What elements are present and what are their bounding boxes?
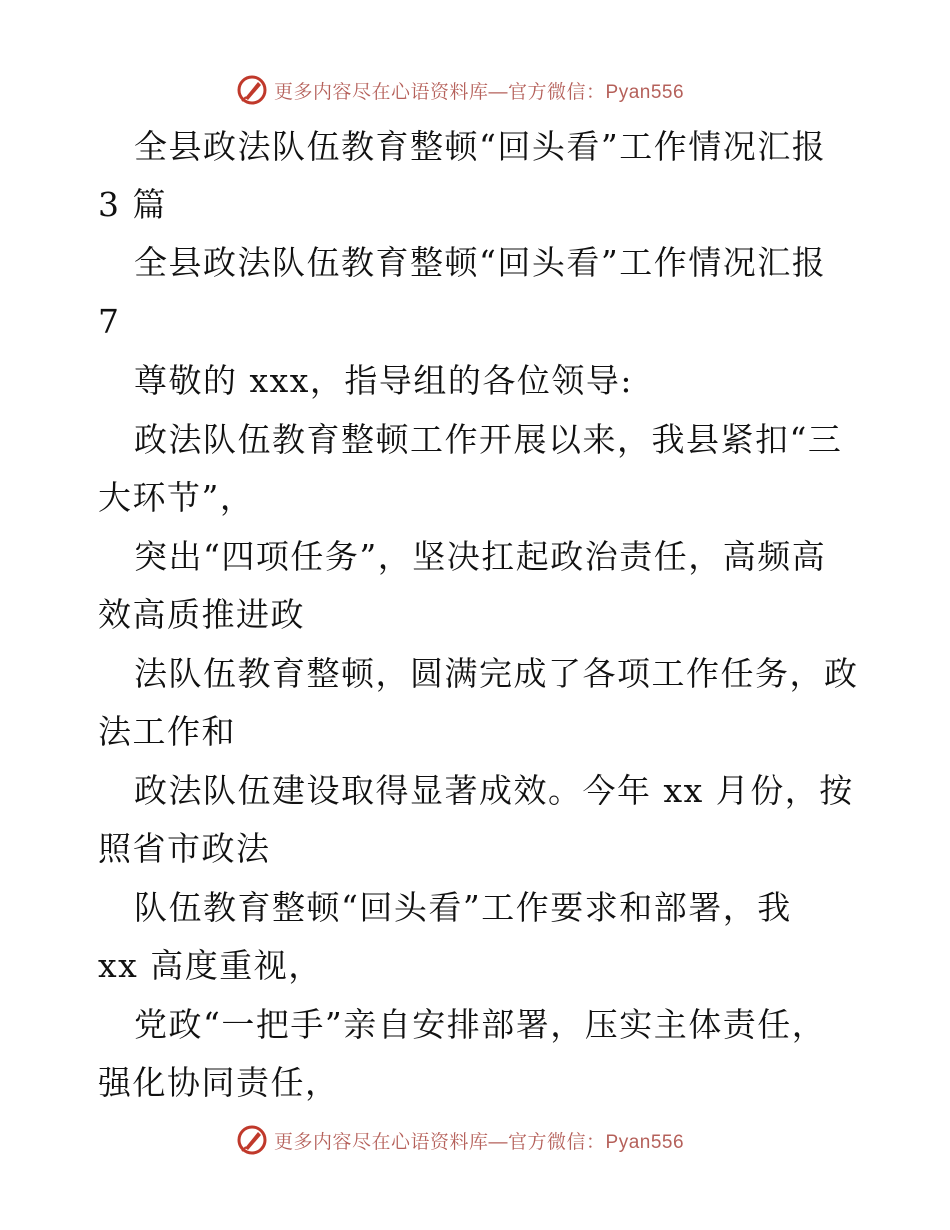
doc-paragraph-line: 党政“一把手”亲自安排部署，压实主体责任， [134, 1005, 827, 1044]
footer-banner-wechat: —官方微信：Pyan556 [488, 1131, 685, 1153]
doc-subtitle-line-2: 7 [98, 302, 121, 341]
doc-paragraph-line: 法工作和 [98, 712, 236, 751]
doc-paragraph-line: 大环节”， [98, 478, 255, 517]
footer-banner [236, 1123, 684, 1157]
doc-paragraph-line: 照省市政法 [98, 829, 271, 868]
doc-paragraph-line: 效高质推进政 [98, 595, 305, 634]
doc-paragraph-line: 突出“四项任务”，坚决扛起政治责任，高频高 [134, 537, 827, 576]
doc-paragraph-line: 强化协同责任， [98, 1063, 340, 1102]
doc-paragraph-line: 政法队伍教育整顿工作开展以来，我县紧扣“三 [134, 420, 843, 459]
quill-pen-logo-icon [236, 1124, 268, 1156]
doc-paragraph-line: xx 高度重视， [98, 946, 323, 985]
doc-paragraph-line: 队伍教育整顿“回头看”工作要求和部署，我 [134, 888, 792, 927]
doc-salutation: 尊敬的 xxx，指导组的各位领导: [134, 361, 633, 400]
footer-banner-main: 更多内容尽在心语资料库 [274, 1130, 489, 1153]
doc-paragraph-line: 法队伍教育整顿，圆满完成了各项工作任务，政 [134, 654, 859, 693]
header-banner-text [274, 77, 684, 104]
quill-pen-logo-icon [236, 74, 268, 106]
header-banner-main: 更多内容尽在心语资料库 [274, 80, 489, 103]
header-banner [236, 73, 684, 107]
doc-subtitle-line-1: 全县政法队伍教育整顿“回头看”工作情况汇报 [134, 243, 827, 282]
doc-paragraph-line: 政法队伍建设取得显著成效。今年 xx 月份，按 [134, 771, 854, 810]
doc-title-line-2: 3 篇 [98, 185, 167, 224]
footer-banner-text [274, 1127, 684, 1154]
doc-title-line-1: 全县政法队伍教育整顿“回头看”工作情况汇报 [134, 127, 827, 166]
header-banner-wechat: —官方微信：Pyan556 [488, 81, 685, 103]
